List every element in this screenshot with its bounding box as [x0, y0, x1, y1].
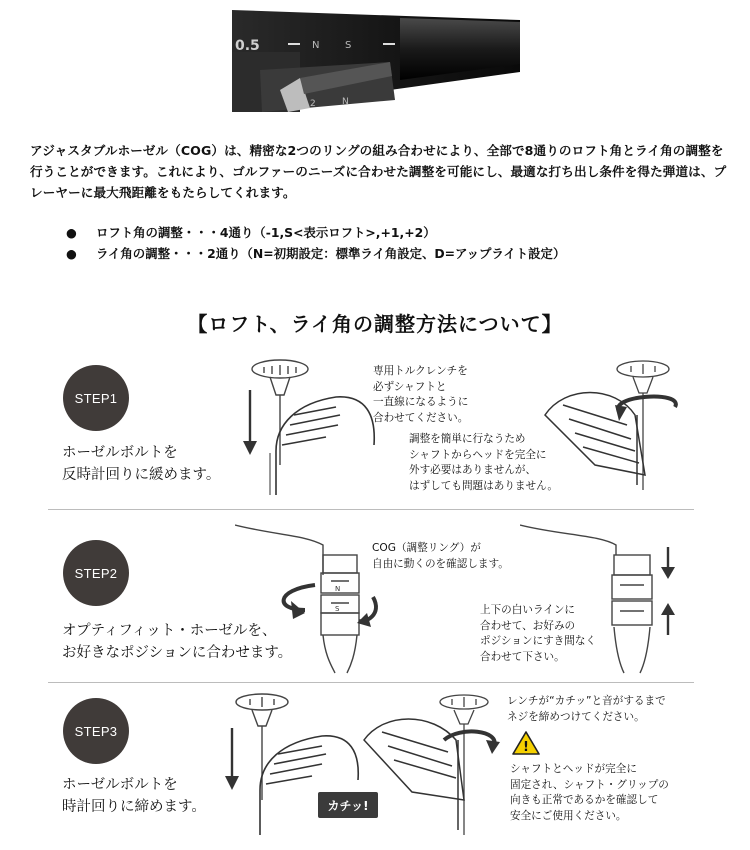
note-line: 固定され、シャフト・グリップの	[510, 778, 669, 791]
step3-note-safety	[510, 762, 669, 824]
step-divider	[48, 682, 694, 683]
hosel-outline	[520, 525, 652, 673]
step1-badge: STEP1	[63, 365, 129, 431]
rotate-arrow-icon	[284, 585, 376, 627]
ring-mark-s: S	[335, 605, 340, 613]
note-line: シャフトとヘッドが完全に	[510, 763, 637, 775]
lie-adjustment-text: ライ角の調整・・・2通り（N=初期設定：標準ライ角設定、D=アップライト設定）	[96, 246, 566, 261]
step2-desc-line2: お好きなポジションに合わせます。	[62, 645, 293, 661]
note-line: 一直線になるように	[373, 396, 469, 408]
step3-desc-line1: ホーゼルボルトを	[62, 777, 178, 793]
rotate-arrow-icon	[444, 731, 500, 754]
hero-mark-n2: N	[342, 97, 349, 107]
loft-adjustment-text: ロフト角の調整・・・4通り（-1,S<表示ロフト>,+1,+2）	[96, 225, 436, 240]
step3-description	[62, 774, 206, 818]
step2-align-illustration	[520, 515, 690, 675]
torque-wrench-icon	[252, 360, 308, 465]
hero-mark-s: S	[345, 40, 352, 51]
hero-mark-loft: 0.5	[235, 38, 260, 54]
note-line: 合わせてください。	[373, 411, 469, 424]
step1-desc-line2: 反時計回りに緩めます。	[62, 467, 221, 483]
step1-description	[62, 442, 220, 486]
note-line: シャフトからヘッドを完全に	[409, 448, 547, 461]
down-arrow-icon	[243, 390, 257, 455]
hosel-outline	[235, 525, 359, 673]
list-item	[66, 243, 746, 264]
step3-note-tighten	[507, 694, 666, 725]
note-line: 自由に動くのを確認します。	[372, 557, 509, 570]
step3-tighten-illustration	[360, 690, 510, 840]
down-arrow-icon	[661, 547, 675, 579]
bullet-icon: ●	[66, 225, 77, 240]
step2-ring-rotate-illustration	[235, 515, 385, 675]
note-line: 向きも正常であるかを確認して	[510, 794, 659, 806]
hosel-closeup-image	[0, 0, 750, 112]
note-line: ポジションにすき間なく	[480, 635, 597, 647]
adjustment-list	[66, 222, 746, 264]
up-arrow-icon	[661, 603, 675, 635]
warning-icon	[512, 730, 540, 756]
bullet-icon: ●	[66, 246, 77, 261]
note-line: レンチが“カチッ”と音がするまで	[507, 695, 666, 707]
step1-note-wrench	[373, 364, 468, 426]
list-item	[66, 222, 746, 243]
intro-paragraph: アジャスタブルホーゼル（COG）は、精密な2つのリングの組み合わせにより、全部で8通りのロフト角とライ角の調整を行うことができます。これにより、ゴルファーのニーズに合わせた調整を可能にし、最適な打ち出し条件を得た弾道は、プレーヤーに最大飛距離をもたらしてくれます。	[30, 143, 727, 200]
step2-note-ring	[372, 541, 509, 572]
note-line: 専用トルクレンチを	[373, 365, 468, 377]
step1-loosen-illustration	[535, 355, 715, 495]
note-line: COG（調整リング）が	[372, 542, 481, 554]
step2-desc-line1: オプティフィット・ホーゼルを、	[62, 623, 277, 639]
note-line: 安全にご使用ください。	[510, 809, 627, 822]
section-title: 【ロフト、ライ角の調整方法について】	[187, 312, 563, 336]
hero-mark-2: 2	[310, 99, 316, 109]
note-line: はずしても問題はありません。	[409, 479, 558, 492]
step1-wrench-head-illustration	[236, 355, 376, 500]
rotate-arrow-icon	[615, 397, 676, 421]
note-line: ネジを締めつけてください。	[507, 710, 645, 723]
club-head-icon	[545, 393, 645, 486]
note-line: 合わせて下さい。	[480, 650, 565, 663]
down-arrow-icon	[225, 728, 239, 790]
step3-badge: STEP3	[63, 698, 129, 764]
step-divider	[48, 509, 694, 510]
note-line: 必ずシャフトと	[373, 380, 447, 393]
warning-symbol: !	[523, 740, 529, 755]
ring-mark-n: N	[335, 585, 341, 593]
note-line: 上下の白いラインに	[480, 604, 576, 616]
club-head-icon	[260, 736, 358, 835]
note-line: 合わせて、お好みの	[480, 619, 576, 632]
click-sound-label: カチッ!	[318, 792, 378, 818]
note-line: 外す必要はありませんが、	[409, 464, 537, 476]
step3-desc-line2: 時計回りに締めます。	[62, 799, 206, 815]
step1-desc-line1: ホーゼルボルトを	[62, 445, 178, 461]
torque-wrench-icon	[236, 694, 288, 800]
step2-badge: STEP2	[63, 540, 129, 606]
hero-mark-n: N	[312, 40, 320, 51]
club-head-icon	[270, 397, 374, 495]
note-line: 調整を簡単に行なうため	[409, 433, 526, 445]
